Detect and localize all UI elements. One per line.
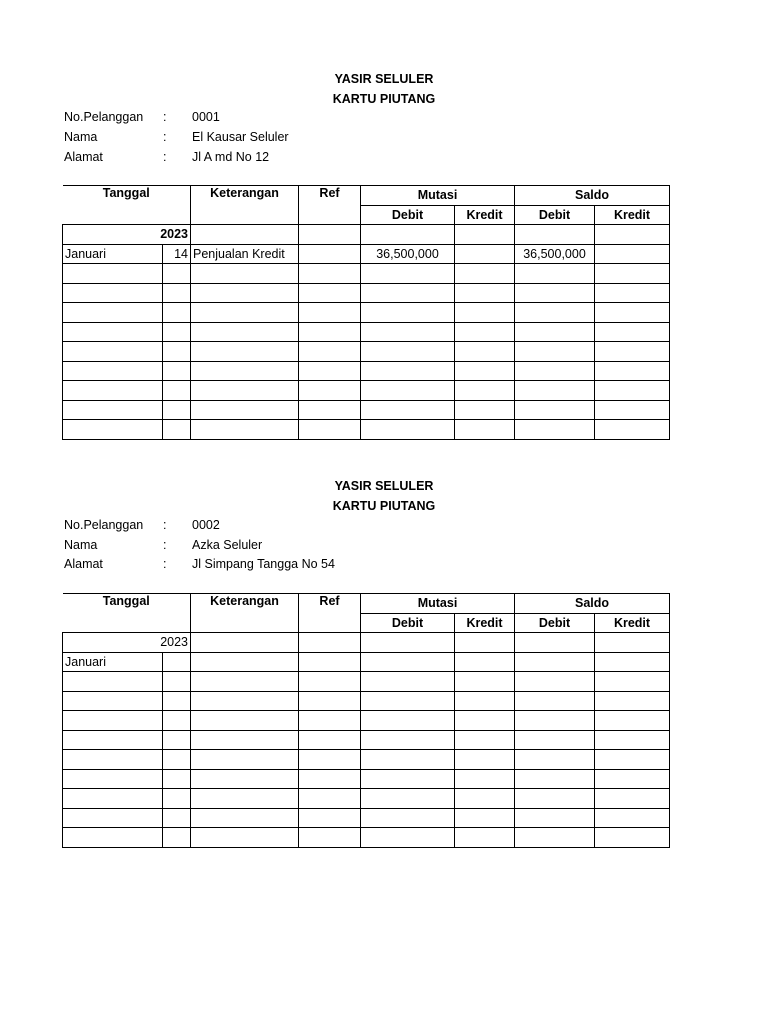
description-cell — [191, 381, 299, 401]
saldo-debit-cell — [515, 691, 595, 711]
address-value: Jl Simpang Tangga No 54 — [192, 557, 335, 571]
header-saldo-debit: Debit — [515, 613, 595, 633]
date-day-cell — [163, 828, 191, 848]
table-row — [63, 691, 670, 711]
table-row — [63, 264, 670, 284]
date-day-cell — [163, 361, 191, 381]
ref-cell — [299, 264, 361, 284]
date-day-cell — [163, 381, 191, 401]
ref-cell — [299, 420, 361, 440]
date-month-cell — [63, 750, 163, 770]
table-row — [63, 244, 670, 264]
table-row — [63, 420, 670, 440]
mutasi-kredit-cell — [455, 789, 515, 809]
mutasi-debit-cell — [361, 264, 455, 284]
date-month-cell — [63, 769, 163, 789]
colon: : — [163, 538, 167, 552]
mutasi-kredit-cell — [455, 400, 515, 420]
mutasi-debit-cell — [361, 711, 455, 731]
ref-cell — [299, 303, 361, 323]
saldo-kredit-cell — [595, 828, 670, 848]
year-cell: 2023 — [63, 633, 191, 653]
saldo-debit-cell — [515, 750, 595, 770]
saldo-debit-cell — [515, 652, 595, 672]
ref-cell — [299, 672, 361, 692]
mutasi-kredit-cell — [455, 691, 515, 711]
mutasi-kredit-cell — [455, 283, 515, 303]
mutasi-kredit-cell — [455, 264, 515, 284]
mutasi-kredit-cell — [455, 652, 515, 672]
date-day-cell — [163, 283, 191, 303]
date-day-cell: 14 — [163, 244, 191, 264]
mutasi-debit-cell — [361, 342, 455, 362]
saldo-kredit-cell — [595, 691, 670, 711]
date-day-cell — [163, 652, 191, 672]
saldo-debit-cell — [515, 730, 595, 750]
year-cell: 2023 — [63, 225, 191, 245]
header-ref: Ref — [299, 186, 361, 225]
mutasi-kredit-cell — [455, 303, 515, 323]
mutasi-kredit-cell — [455, 420, 515, 440]
header-mutasi-kredit: Kredit — [455, 205, 515, 225]
saldo-kredit-cell — [595, 711, 670, 731]
header-keterangan: Keterangan — [191, 186, 299, 225]
ref-cell — [299, 400, 361, 420]
date-month-cell — [63, 303, 163, 323]
customer-no-value: 0001 — [192, 110, 220, 124]
saldo-debit-cell: 36,500,000 — [515, 244, 595, 264]
header-saldo-kredit: Kredit — [595, 613, 670, 633]
ref-cell — [299, 711, 361, 731]
ref-cell — [299, 361, 361, 381]
header-keterangan: Keterangan — [191, 594, 299, 633]
date-month-cell — [63, 672, 163, 692]
saldo-debit-cell — [515, 361, 595, 381]
saldo-debit-cell — [515, 711, 595, 731]
mutasi-debit-cell: 36,500,000 — [361, 244, 455, 264]
date-day-cell — [163, 711, 191, 731]
saldo-debit-cell — [515, 381, 595, 401]
mutasi-kredit-cell — [455, 244, 515, 264]
ref-cell — [299, 322, 361, 342]
header-mutasi: Mutasi — [361, 186, 515, 206]
company-name: YASIR SELULER — [334, 479, 434, 493]
header-mutasi-debit: Debit — [361, 613, 455, 633]
ref-cell — [299, 691, 361, 711]
ref-cell — [299, 342, 361, 362]
ledger-table — [62, 185, 670, 440]
saldo-debit-cell — [515, 789, 595, 809]
table-row — [63, 381, 670, 401]
saldo-kredit-cell — [595, 322, 670, 342]
colon: : — [163, 518, 167, 532]
table-row — [63, 283, 670, 303]
description-cell — [191, 264, 299, 284]
saldo-debit-cell — [515, 420, 595, 440]
saldo-kredit-cell — [595, 789, 670, 809]
description-cell — [191, 828, 299, 848]
table-row — [63, 342, 670, 362]
table-row — [63, 400, 670, 420]
header-tanggal: Tanggal — [63, 594, 191, 633]
mutasi-debit-cell — [361, 420, 455, 440]
saldo-debit-cell — [515, 283, 595, 303]
header-saldo-debit: Debit — [515, 205, 595, 225]
saldo-kredit-cell — [595, 244, 670, 264]
card-title: KARTU PIUTANG — [332, 92, 436, 106]
mutasi-debit-cell — [361, 789, 455, 809]
date-month-cell — [63, 264, 163, 284]
date-day-cell — [163, 691, 191, 711]
description-cell — [191, 789, 299, 809]
table-row — [63, 322, 670, 342]
description-cell — [191, 361, 299, 381]
date-month-cell — [63, 420, 163, 440]
table-row — [63, 808, 670, 828]
name-label: Nama — [64, 130, 98, 144]
date-month-cell — [63, 828, 163, 848]
saldo-kredit-cell — [595, 283, 670, 303]
name-label: Nama — [64, 538, 98, 552]
date-day-cell — [163, 730, 191, 750]
ref-cell — [299, 244, 361, 264]
saldo-debit-cell — [515, 828, 595, 848]
colon: : — [163, 110, 167, 124]
description-cell — [191, 303, 299, 323]
mutasi-kredit-cell — [455, 769, 515, 789]
header-mutasi-kredit: Kredit — [455, 613, 515, 633]
header-tanggal: Tanggal — [63, 186, 191, 225]
saldo-kredit-cell — [595, 672, 670, 692]
mutasi-debit-cell — [361, 750, 455, 770]
mutasi-debit-cell — [361, 769, 455, 789]
date-month-cell — [63, 381, 163, 401]
table-row — [63, 769, 670, 789]
mutasi-kredit-cell — [455, 711, 515, 731]
date-month-cell — [63, 342, 163, 362]
mutasi-kredit-cell — [455, 828, 515, 848]
ref-cell — [299, 283, 361, 303]
date-month-cell — [63, 691, 163, 711]
header-saldo-kredit: Kredit — [595, 205, 670, 225]
address-value: Jl A md No 12 — [192, 150, 270, 164]
mutasi-debit-cell — [361, 303, 455, 323]
date-day-cell — [163, 808, 191, 828]
description-cell — [191, 769, 299, 789]
mutasi-kredit-cell — [455, 672, 515, 692]
table-row — [63, 303, 670, 323]
description-cell: Penjualan Kredit — [191, 244, 299, 264]
table-row — [63, 711, 670, 731]
mutasi-debit-cell — [361, 730, 455, 750]
mutasi-kredit-cell — [455, 808, 515, 828]
customer-no-value: 0002 — [192, 518, 220, 532]
saldo-kredit-cell — [595, 652, 670, 672]
date-month-cell — [63, 711, 163, 731]
description-cell — [191, 652, 299, 672]
saldo-debit-cell — [515, 769, 595, 789]
saldo-kredit-cell — [595, 750, 670, 770]
date-month-cell — [63, 283, 163, 303]
description-cell — [191, 283, 299, 303]
mutasi-debit-cell — [361, 283, 455, 303]
mutasi-debit-cell — [361, 808, 455, 828]
saldo-kredit-cell — [595, 400, 670, 420]
header-mutasi-debit: Debit — [361, 205, 455, 225]
date-day-cell — [163, 322, 191, 342]
saldo-kredit-cell — [595, 361, 670, 381]
date-day-cell — [163, 750, 191, 770]
saldo-debit-cell — [515, 672, 595, 692]
table-row — [63, 750, 670, 770]
company-name: YASIR SELULER — [334, 72, 434, 86]
table-row — [63, 730, 670, 750]
ref-cell — [299, 789, 361, 809]
ref-cell — [299, 828, 361, 848]
ref-cell — [299, 769, 361, 789]
description-cell — [191, 691, 299, 711]
saldo-kredit-cell — [595, 730, 670, 750]
saldo-debit-cell — [515, 808, 595, 828]
ref-cell — [299, 730, 361, 750]
saldo-kredit-cell — [595, 808, 670, 828]
saldo-kredit-cell — [595, 420, 670, 440]
mutasi-kredit-cell — [455, 361, 515, 381]
description-cell — [191, 672, 299, 692]
date-day-cell — [163, 769, 191, 789]
colon: : — [163, 150, 167, 164]
table-row — [63, 361, 670, 381]
date-month-cell — [63, 730, 163, 750]
mutasi-debit-cell — [361, 691, 455, 711]
ref-cell — [299, 750, 361, 770]
date-day-cell — [163, 420, 191, 440]
table-row — [63, 828, 670, 848]
date-month-cell — [63, 808, 163, 828]
name-value: Azka Seluler — [192, 538, 263, 552]
description-cell — [191, 808, 299, 828]
customer-no-label: No.Pelanggan — [64, 518, 144, 532]
mutasi-kredit-cell — [455, 750, 515, 770]
date-month-cell: Januari — [63, 652, 163, 672]
saldo-kredit-cell — [595, 342, 670, 362]
header-mutasi: Mutasi — [361, 594, 515, 614]
date-day-cell — [163, 342, 191, 362]
date-month-cell: Januari — [63, 244, 163, 264]
mutasi-kredit-cell — [455, 342, 515, 362]
address-label: Alamat — [64, 150, 103, 164]
name-value: El Kausar Seluler — [192, 130, 289, 144]
mutasi-debit-cell — [361, 672, 455, 692]
address-label: Alamat — [64, 557, 103, 571]
date-month-cell — [63, 322, 163, 342]
saldo-kredit-cell — [595, 303, 670, 323]
description-cell — [191, 711, 299, 731]
saldo-kredit-cell — [595, 381, 670, 401]
date-day-cell — [163, 303, 191, 323]
mutasi-debit-cell — [361, 828, 455, 848]
date-day-cell — [163, 672, 191, 692]
ref-cell — [299, 381, 361, 401]
table-row — [63, 672, 670, 692]
ref-cell — [299, 808, 361, 828]
ledger-table — [62, 593, 670, 848]
description-cell — [191, 730, 299, 750]
mutasi-debit-cell — [361, 361, 455, 381]
date-month-cell — [63, 789, 163, 809]
date-day-cell — [163, 264, 191, 284]
saldo-debit-cell — [515, 400, 595, 420]
colon: : — [163, 557, 167, 571]
date-day-cell — [163, 400, 191, 420]
saldo-debit-cell — [515, 303, 595, 323]
date-month-cell — [63, 361, 163, 381]
mutasi-kredit-cell — [455, 381, 515, 401]
saldo-kredit-cell — [595, 264, 670, 284]
saldo-debit-cell — [515, 264, 595, 284]
header-saldo: Saldo — [515, 594, 670, 614]
description-cell — [191, 342, 299, 362]
colon: : — [163, 130, 167, 144]
mutasi-debit-cell — [361, 381, 455, 401]
ref-cell — [299, 652, 361, 672]
mutasi-kredit-cell — [455, 730, 515, 750]
table-row — [63, 652, 670, 672]
saldo-debit-cell — [515, 322, 595, 342]
mutasi-debit-cell — [361, 322, 455, 342]
description-cell — [191, 322, 299, 342]
saldo-debit-cell — [515, 342, 595, 362]
table-row — [63, 789, 670, 809]
header-saldo: Saldo — [515, 186, 670, 206]
mutasi-kredit-cell — [455, 322, 515, 342]
mutasi-debit-cell — [361, 652, 455, 672]
customer-no-label: No.Pelanggan — [64, 110, 144, 124]
description-cell — [191, 750, 299, 770]
description-cell — [191, 400, 299, 420]
card-title: KARTU PIUTANG — [332, 499, 436, 513]
date-day-cell — [163, 789, 191, 809]
description-cell — [191, 420, 299, 440]
date-month-cell — [63, 400, 163, 420]
mutasi-debit-cell — [361, 400, 455, 420]
saldo-kredit-cell — [595, 769, 670, 789]
header-ref: Ref — [299, 594, 361, 633]
